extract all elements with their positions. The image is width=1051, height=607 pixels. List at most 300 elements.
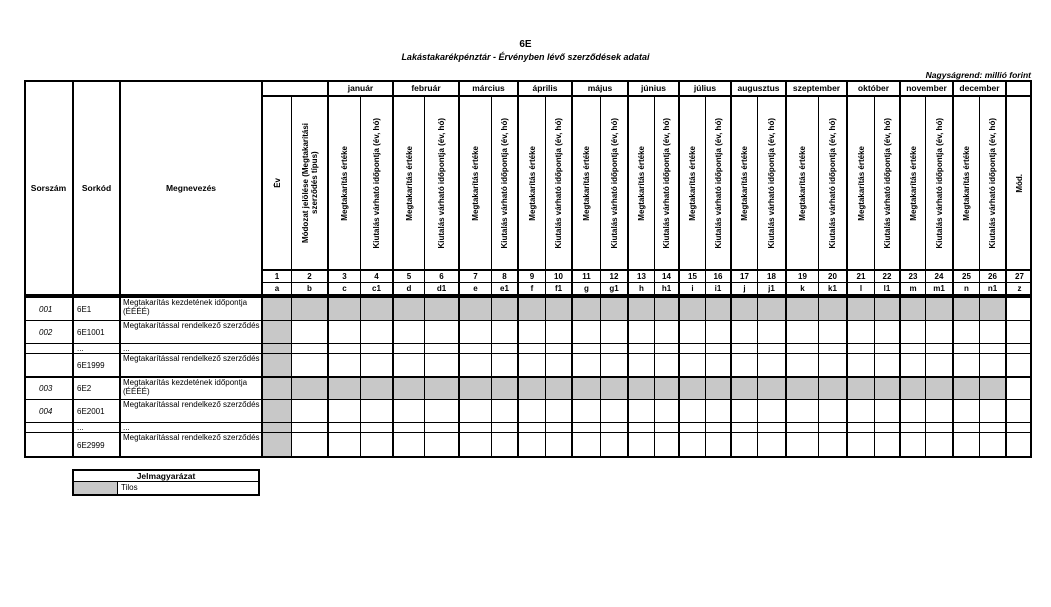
data-cell xyxy=(261,320,291,343)
data-cell xyxy=(517,353,545,376)
col-header-label: Kiutalás várható időpontja (év, hó) xyxy=(554,117,563,249)
col-header-24 xyxy=(925,95,952,269)
month-11: november xyxy=(899,80,952,95)
data-cell xyxy=(818,432,846,458)
data-cell xyxy=(491,320,517,343)
col-header-9 xyxy=(517,95,545,269)
col-number: 6 xyxy=(424,269,458,282)
data-cell xyxy=(846,297,874,320)
data-cell xyxy=(491,399,517,422)
data-cell xyxy=(491,422,517,432)
data-cell xyxy=(730,343,757,353)
data-cell xyxy=(874,353,899,376)
col-number: 27 xyxy=(1005,269,1032,282)
col-header-label: Kiutalás várható időpontja (év, hó) xyxy=(767,117,776,249)
col-header-8 xyxy=(491,95,517,269)
col-number: 25 xyxy=(952,269,979,282)
data-cell xyxy=(705,320,730,343)
month-4: április xyxy=(517,80,571,95)
data-cell xyxy=(899,422,925,432)
col-number: 24 xyxy=(925,269,952,282)
data-cell xyxy=(874,297,899,320)
col-number: 5 xyxy=(392,269,424,282)
data-cell xyxy=(654,343,678,353)
data-cell xyxy=(925,353,952,376)
month-10: október xyxy=(846,80,899,95)
data-cell xyxy=(458,353,491,376)
data-cell xyxy=(705,376,730,399)
data-cell xyxy=(261,399,291,422)
data-cell xyxy=(291,297,327,320)
col-header-5 xyxy=(392,95,424,269)
data-cell xyxy=(600,376,627,399)
data-cell xyxy=(874,422,899,432)
data-cell xyxy=(846,320,874,343)
data-cell xyxy=(291,422,327,432)
data-cell xyxy=(571,422,600,432)
data-cell xyxy=(1005,422,1032,432)
data-cell xyxy=(517,343,545,353)
col-letter: i xyxy=(678,282,705,294)
data-cell xyxy=(678,432,705,458)
data-cell xyxy=(654,376,678,399)
col-header-16 xyxy=(705,95,730,269)
data-cell xyxy=(600,399,627,422)
row-megnevezes: Megtakarítással rendelkező szerződés xyxy=(119,432,261,458)
data-cell xyxy=(952,432,979,458)
col-letter: l1 xyxy=(874,282,899,294)
data-cell xyxy=(730,432,757,458)
data-cell xyxy=(360,399,392,422)
col-number: 26 xyxy=(979,269,1005,282)
data-cell xyxy=(925,297,952,320)
data-cell xyxy=(571,432,600,458)
col-letter: g xyxy=(571,282,600,294)
data-cell xyxy=(846,422,874,432)
data-cell xyxy=(925,422,952,432)
col-letter: m1 xyxy=(925,282,952,294)
data-cell xyxy=(627,399,654,422)
data-cell xyxy=(757,432,785,458)
row-sorszam: 001 xyxy=(24,297,72,320)
data-cell xyxy=(491,297,517,320)
col-header-17 xyxy=(730,95,757,269)
col-header-label: Megtakarítás értéke xyxy=(471,145,480,221)
data-cell xyxy=(261,353,291,376)
data-cell xyxy=(1005,399,1032,422)
data-cell xyxy=(360,432,392,458)
data-cell xyxy=(654,320,678,343)
col-letter: f1 xyxy=(545,282,571,294)
col-header-label: Megtakarítás értéke xyxy=(637,145,646,221)
row-megnevezes: ... xyxy=(119,343,261,353)
data-cell xyxy=(785,297,818,320)
data-cell xyxy=(757,320,785,343)
col-header-label: Kiutalás várható időpontja (év, hó) xyxy=(500,117,509,249)
data-cell xyxy=(545,343,571,353)
data-cell xyxy=(952,343,979,353)
data-cell xyxy=(392,343,424,353)
data-cell xyxy=(874,320,899,343)
data-cell xyxy=(846,376,874,399)
data-cell xyxy=(899,320,925,343)
col-letter: e xyxy=(458,282,491,294)
data-cell xyxy=(261,422,291,432)
data-cell xyxy=(491,376,517,399)
row-megnevezes: Megtakarítással rendelkező szerződés xyxy=(119,353,261,376)
data-cell xyxy=(392,353,424,376)
data-cell xyxy=(545,320,571,343)
data-cell xyxy=(627,376,654,399)
col-header-14 xyxy=(654,95,678,269)
col-header-27 xyxy=(1005,95,1032,269)
data-cell xyxy=(705,297,730,320)
data-cell xyxy=(757,422,785,432)
data-cell xyxy=(600,297,627,320)
data-cell xyxy=(874,432,899,458)
col-header-label: Megtakarítás értéke xyxy=(527,145,537,221)
data-cell xyxy=(979,343,1005,353)
col-header-label: Kiutalás várható időpontja (év, hó) xyxy=(372,117,381,249)
col-letter: i1 xyxy=(705,282,730,294)
data-cell xyxy=(899,343,925,353)
col-number: 15 xyxy=(678,269,705,282)
col-number: 14 xyxy=(654,269,678,282)
data-cell xyxy=(1005,297,1032,320)
row-sorkod: 6E1 xyxy=(72,297,119,320)
header-sorszam: Sorszám xyxy=(24,80,72,294)
data-cell xyxy=(327,320,360,343)
col-number: 13 xyxy=(627,269,654,282)
data-cell xyxy=(785,353,818,376)
data-cell xyxy=(925,320,952,343)
row-megnevezes: Megtakarítással rendelkező szerződés xyxy=(119,399,261,422)
data-cell xyxy=(979,432,1005,458)
data-cell xyxy=(327,343,360,353)
data-cell xyxy=(757,343,785,353)
data-cell xyxy=(291,353,327,376)
data-cell xyxy=(705,399,730,422)
data-cell xyxy=(785,376,818,399)
data-cell xyxy=(517,399,545,422)
month-1: január xyxy=(327,80,392,95)
data-cell xyxy=(491,353,517,376)
col-number: 8 xyxy=(491,269,517,282)
col-letter: k xyxy=(785,282,818,294)
col-header-15 xyxy=(678,95,705,269)
row-sorkod: 6E1001 xyxy=(72,320,119,343)
data-cell xyxy=(458,320,491,343)
col-header-label: Megtakarítás értéke xyxy=(340,145,349,221)
data-cell xyxy=(846,399,874,422)
row-megnevezes: Megtakarítással rendelkező szerződés xyxy=(119,320,261,343)
row-sorszam: 003 xyxy=(24,376,72,399)
col-header-label: Kiutalás várható időpontja (év, hó) xyxy=(828,117,837,249)
data-cell xyxy=(424,297,458,320)
data-cell xyxy=(818,376,846,399)
data-cell xyxy=(874,399,899,422)
col-header-1 xyxy=(261,95,291,269)
data-cell xyxy=(730,297,757,320)
data-cell xyxy=(925,376,952,399)
month-2: február xyxy=(392,80,458,95)
data-cell xyxy=(785,422,818,432)
data-cell xyxy=(874,376,899,399)
data-cell xyxy=(785,320,818,343)
col-letter: z xyxy=(1005,282,1032,294)
data-cell xyxy=(952,353,979,376)
data-cell xyxy=(654,422,678,432)
data-cell xyxy=(925,343,952,353)
data-cell xyxy=(925,399,952,422)
data-cell xyxy=(571,343,600,353)
data-cell xyxy=(424,422,458,432)
data-cell xyxy=(757,376,785,399)
col-header-2 xyxy=(291,95,327,269)
data-cell xyxy=(899,399,925,422)
data-cell xyxy=(392,399,424,422)
col-letter: a xyxy=(261,282,291,294)
col-header-7 xyxy=(458,95,491,269)
data-cell xyxy=(678,353,705,376)
data-cell xyxy=(627,422,654,432)
month-12: december xyxy=(952,80,1005,95)
data-cell xyxy=(545,297,571,320)
data-cell xyxy=(600,343,627,353)
data-cell xyxy=(261,376,291,399)
data-cell xyxy=(785,343,818,353)
data-cell xyxy=(730,422,757,432)
col-letter: j1 xyxy=(757,282,785,294)
data-cell xyxy=(730,399,757,422)
col-number: 2 xyxy=(291,269,327,282)
data-cell xyxy=(392,297,424,320)
data-cell xyxy=(392,376,424,399)
data-cell xyxy=(785,399,818,422)
col-letter: h1 xyxy=(654,282,678,294)
header-sorkod: Sorkód xyxy=(72,80,119,294)
data-cell xyxy=(517,297,545,320)
data-cell xyxy=(291,320,327,343)
unit-label: Nagyságrend: millió forint xyxy=(925,70,1031,80)
data-cell xyxy=(730,353,757,376)
month-3: március xyxy=(458,80,517,95)
data-cell xyxy=(458,422,491,432)
row-megnevezes: Megtakarítás kezdetének időpontja (ÉÉÉÉ) xyxy=(119,376,261,399)
data-cell xyxy=(627,320,654,343)
col-header-label: Év xyxy=(272,178,282,188)
data-cell xyxy=(979,399,1005,422)
header-megnevezes: Megnevezés xyxy=(119,80,261,294)
data-cell xyxy=(1005,432,1032,458)
data-cell xyxy=(600,353,627,376)
data-cell xyxy=(654,399,678,422)
data-cell xyxy=(952,399,979,422)
col-header-18 xyxy=(757,95,785,269)
col-header-label: Kiutalás várható időpontja (év, hó) xyxy=(882,117,892,249)
data-cell xyxy=(458,297,491,320)
col-header-label: Megtakarítás értéke xyxy=(856,145,866,221)
col-header-label: Mód. xyxy=(1015,173,1024,193)
col-letter: k1 xyxy=(818,282,846,294)
data-cell xyxy=(705,343,730,353)
data-cell xyxy=(571,376,600,399)
col-number: 1 xyxy=(261,269,291,282)
data-cell xyxy=(600,320,627,343)
row-sorkod: 6E2001 xyxy=(72,399,119,422)
data-cell xyxy=(818,422,846,432)
data-cell xyxy=(979,353,1005,376)
col-letter: l xyxy=(846,282,874,294)
data-cell xyxy=(757,297,785,320)
data-cell xyxy=(424,432,458,458)
col-header-26 xyxy=(979,95,1005,269)
month-7: július xyxy=(678,80,730,95)
data-cell xyxy=(424,376,458,399)
data-cell xyxy=(818,353,846,376)
table-code: 6E xyxy=(519,39,532,50)
data-cell xyxy=(517,432,545,458)
data-cell xyxy=(1005,376,1032,399)
data-cell xyxy=(458,432,491,458)
data-cell xyxy=(392,432,424,458)
data-cell xyxy=(545,376,571,399)
table-title: Lakástakarékpénztár - Érvényben lévő szerződések adatai xyxy=(401,52,650,62)
data-cell xyxy=(818,399,846,422)
data-cell xyxy=(517,320,545,343)
legend xyxy=(72,469,260,496)
data-cell xyxy=(600,422,627,432)
data-cell xyxy=(979,320,1005,343)
col-header-label: Kiutalás várható időpontja (év, hó) xyxy=(988,117,997,249)
data-cell xyxy=(392,422,424,432)
col-number: 19 xyxy=(785,269,818,282)
data-cell xyxy=(458,376,491,399)
data-cell xyxy=(360,353,392,376)
data-cell xyxy=(899,353,925,376)
data-cell xyxy=(327,399,360,422)
data-cell xyxy=(705,422,730,432)
data-cell xyxy=(678,399,705,422)
col-header-10 xyxy=(545,95,571,269)
data-cell xyxy=(458,399,491,422)
data-cell xyxy=(360,297,392,320)
col-header-label: Kiutalás várható időpontja (év, hó) xyxy=(934,117,944,249)
data-cell xyxy=(757,399,785,422)
data-cell xyxy=(491,343,517,353)
row-sorszam xyxy=(24,353,72,376)
data-cell xyxy=(1005,320,1032,343)
row-sorkod: ... xyxy=(72,343,119,353)
data-cell xyxy=(424,353,458,376)
data-cell xyxy=(952,376,979,399)
data-cell xyxy=(899,297,925,320)
col-number: 7 xyxy=(458,269,491,282)
data-cell xyxy=(424,399,458,422)
data-cell xyxy=(571,297,600,320)
data-table xyxy=(24,80,1032,458)
data-cell xyxy=(458,343,491,353)
col-number: 22 xyxy=(874,269,899,282)
col-header-label: Módozat jelölése (Megtakarítási szerződés típus) xyxy=(300,122,319,244)
data-cell xyxy=(899,432,925,458)
data-cell xyxy=(327,297,360,320)
data-cell xyxy=(1005,353,1032,376)
data-cell xyxy=(925,432,952,458)
data-cell xyxy=(600,432,627,458)
legend-item-label: Tilos xyxy=(118,482,260,496)
col-header-label: Kiutalás várható időpontja (év, hó) xyxy=(713,117,723,249)
month-5: május xyxy=(571,80,627,95)
col-number: 17 xyxy=(730,269,757,282)
row-sorkod: ... xyxy=(72,422,119,432)
col-letter: g1 xyxy=(600,282,627,294)
col-number: 23 xyxy=(899,269,925,282)
col-letter: n1 xyxy=(979,282,1005,294)
col-letter: j xyxy=(730,282,757,294)
col-header-label: Megtakarítás értéke xyxy=(404,145,414,221)
data-cell xyxy=(327,376,360,399)
col-header-21 xyxy=(846,95,874,269)
data-cell xyxy=(360,422,392,432)
col-letter: n xyxy=(952,282,979,294)
data-cell xyxy=(327,353,360,376)
data-cell xyxy=(627,353,654,376)
data-cell xyxy=(261,297,291,320)
row-sorszam xyxy=(24,422,72,432)
data-cell xyxy=(545,422,571,432)
data-cell xyxy=(360,320,392,343)
month-6: június xyxy=(627,80,678,95)
col-letter: c1 xyxy=(360,282,392,294)
data-cell xyxy=(952,422,979,432)
data-cell xyxy=(424,320,458,343)
col-header-12 xyxy=(600,95,627,269)
col-header-4 xyxy=(360,95,392,269)
month-8: augusztus xyxy=(730,80,785,95)
col-number: 16 xyxy=(705,269,730,282)
data-cell xyxy=(818,343,846,353)
col-header-label: Megtakarítás értéke xyxy=(740,145,749,221)
data-cell xyxy=(846,343,874,353)
data-cell xyxy=(979,297,1005,320)
col-number: 3 xyxy=(327,269,360,282)
data-cell xyxy=(846,353,874,376)
data-cell xyxy=(899,376,925,399)
col-number: 20 xyxy=(818,269,846,282)
row-sorszam: 004 xyxy=(24,399,72,422)
col-header-label: Kiutalás várható időpontja (év, hó) xyxy=(437,117,446,249)
data-cell xyxy=(979,376,1005,399)
data-cell xyxy=(491,432,517,458)
col-number: 12 xyxy=(600,269,627,282)
data-cell xyxy=(705,353,730,376)
legend-title: Jelmagyarázat xyxy=(72,469,260,482)
data-cell xyxy=(291,399,327,422)
data-cell xyxy=(952,320,979,343)
col-number: 18 xyxy=(757,269,785,282)
data-cell xyxy=(952,297,979,320)
data-cell xyxy=(678,297,705,320)
data-cell xyxy=(327,432,360,458)
data-cell xyxy=(545,432,571,458)
col-header-label: Megtakarítás értéke xyxy=(962,145,971,221)
data-cell xyxy=(654,353,678,376)
data-cell xyxy=(291,376,327,399)
col-header-label: Megtakarítás értéke xyxy=(798,145,807,221)
row-sorszam xyxy=(24,432,72,458)
data-cell xyxy=(571,399,600,422)
